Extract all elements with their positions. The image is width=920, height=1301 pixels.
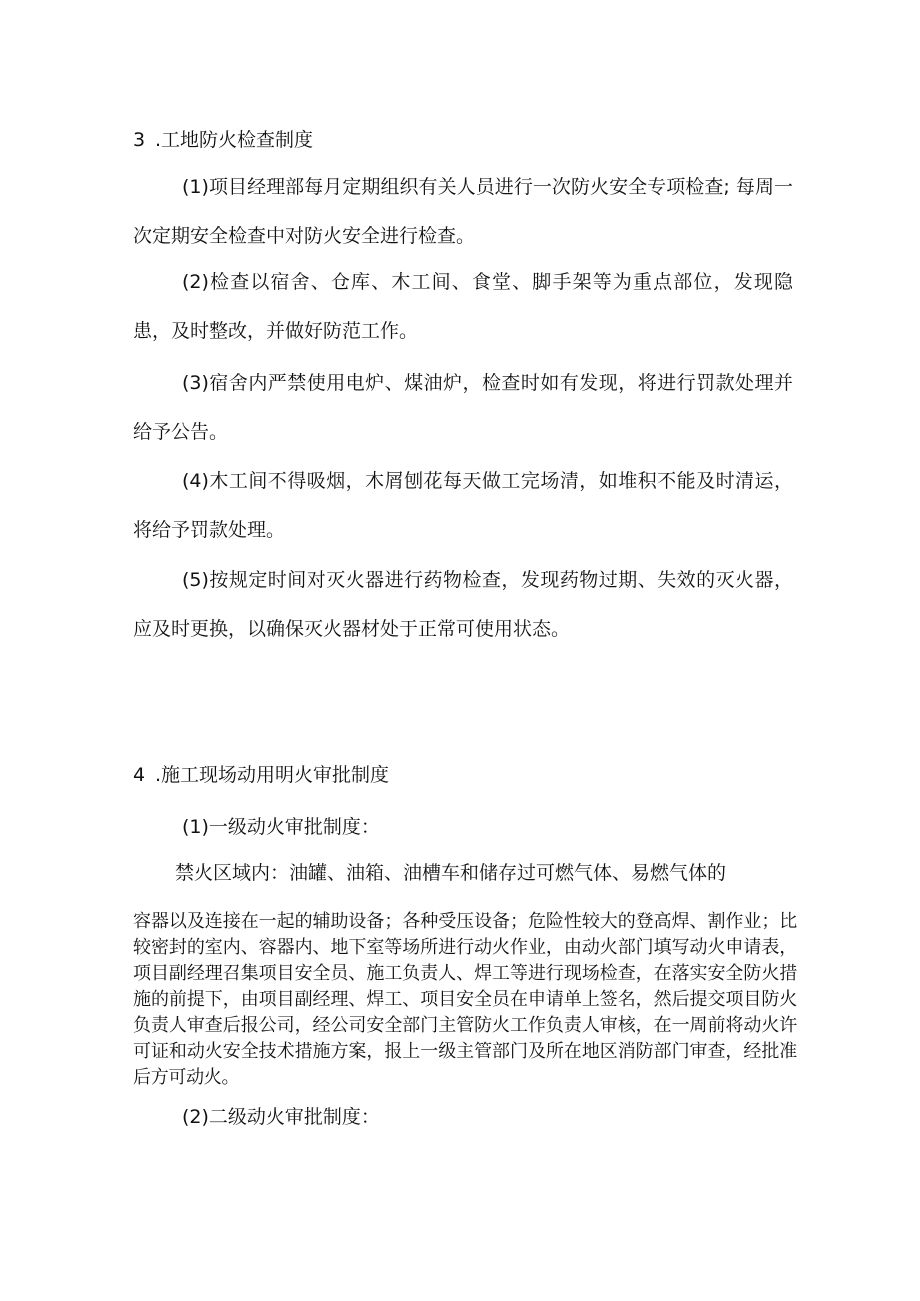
section-3-item-1: (1)项目经理部每月定期组织有关人员进行一次防火安全专项检查; 每周一次定期安全检查中对防火安全进行检查。 bbox=[133, 176, 793, 247]
section-4-sub-1-title: (1)一级动火审批制度： bbox=[182, 816, 380, 838]
section-3-item-3: (3)宿舍内严禁使用电炉、煤油炉，检查时如有发现，将进行罚款处理并给予公告。 bbox=[133, 372, 793, 443]
section-3-item-2: (2)检查以宿舍、仓库、木工间、食堂、脚手架等为重点部位，发现隐患，及时整改，并做好防范工作。 bbox=[133, 271, 793, 342]
section-4-number: 4 bbox=[133, 764, 146, 786]
section-4-sub-2-title: (2)二级动火审批制度： bbox=[182, 1106, 380, 1128]
section-4-heading bbox=[133, 763, 389, 787]
section-3-number: 3 bbox=[133, 129, 146, 151]
section-4-sub-1-lead: 禁火区域内：油罐、油箱、油槽车和储存过可燃气体、易燃气体的 bbox=[175, 862, 727, 884]
section-3-item-4: (4)木工间不得吸烟，木屑刨花每天做工完场清，如堆积不能及时清运，将给予罚款处理。 bbox=[133, 470, 793, 541]
section-4-title: .施工现场动用明火审批制度 bbox=[155, 764, 390, 786]
section-3-item-5: (5)按规定时间对灭火器进行药物检查，发现药物过期、失效的灭火器，应及时更换，以确保灭火器材处于正常可使用状态。 bbox=[133, 569, 793, 640]
section-3-heading bbox=[133, 128, 313, 152]
section-3-title: .工地防火检查制度 bbox=[155, 129, 314, 151]
section-4-sub-1-body: 容器以及连接在一起的辅助设备；各种受压设备；危险性较大的登高焊、割作业；比较密封的室内、容器内、地下室等场所进行动火作业，由动火部门填写动火申请表，项目副经理召集项目安全员、施工负责人、焊工等进行现场检查，在落实安全防火措施的前提下，由项目副经理、焊工、项目安全员在申请单上签名，然后提交项目防火负责人审查后报公司，经公司安全部门主管防火工作负责人审核，在一周前将动火许可证和动火安全技术措施方案，报上一级主管部门及所在地区消防部门审查，经批准后方可动火。 bbox=[133, 911, 797, 1088]
